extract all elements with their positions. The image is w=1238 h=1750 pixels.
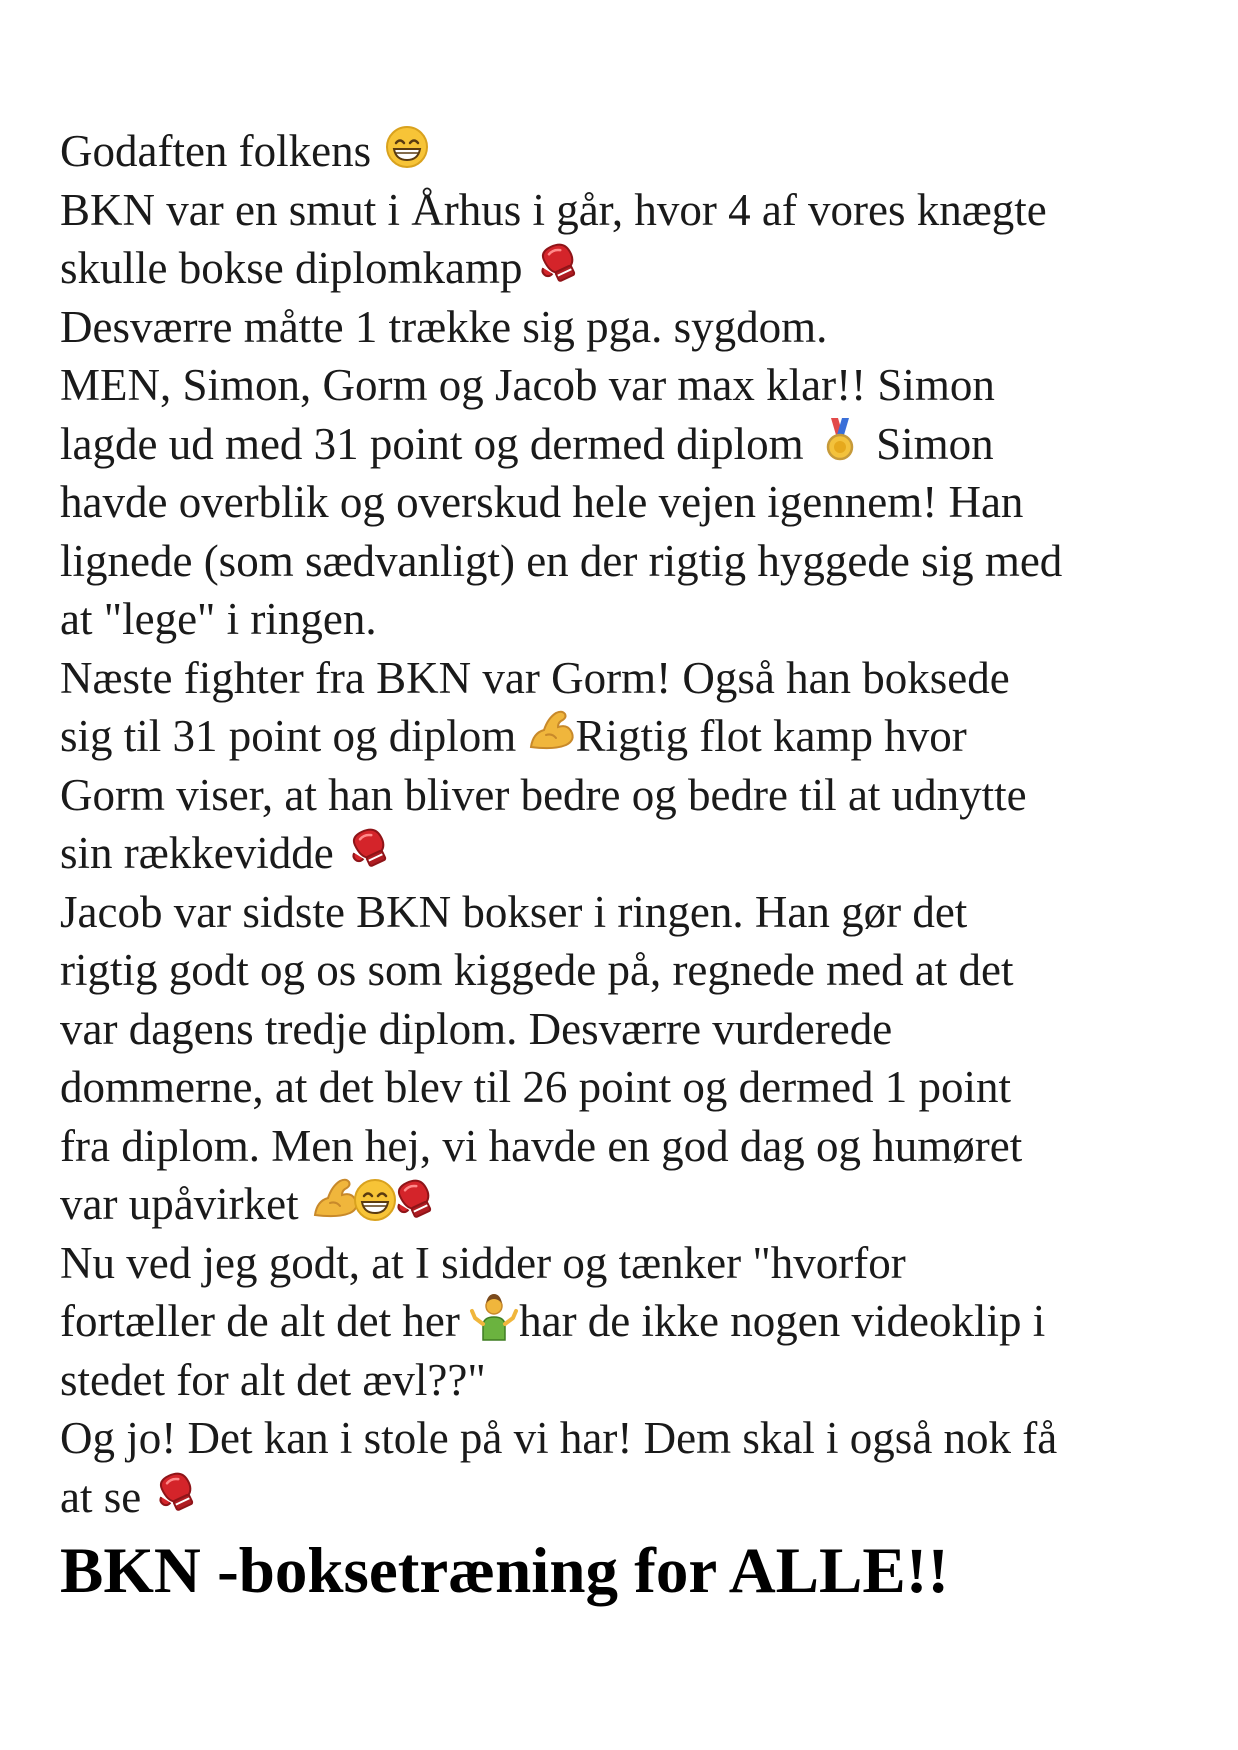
post-text-fragment: har de ikke nogen videoklip i xyxy=(519,1296,1046,1346)
post-line: MEN, Simon, Gorm og Jacob var max klar!! Simon xyxy=(60,360,995,410)
flexed-biceps-icon xyxy=(526,707,576,757)
post-text xyxy=(60,122,1190,1610)
post-text-fragment: Simon xyxy=(876,418,994,469)
boxing-glove-icon xyxy=(152,1468,202,1518)
post-line xyxy=(60,415,1190,474)
post-line: Og jo! Det kan i stole på vi har! Dem skal i også nok få xyxy=(60,1413,1058,1463)
post-line xyxy=(60,1468,1190,1527)
post-line: Jacob var sidste BKN bokser i ringen. Han gør det xyxy=(60,886,968,937)
post-text-fragment: Rigtig flot kamp hvor xyxy=(575,711,967,761)
post-line: stedet for alt det ævl??" xyxy=(60,1354,486,1405)
post-line: Næste fighter fra BKN var Gorm! Også han boksede xyxy=(60,652,1010,703)
post-line: rigtig godt og os som kiggede på, regnede med at det xyxy=(60,945,1014,995)
post-line xyxy=(60,1292,1190,1351)
post-line xyxy=(60,824,1190,883)
person-shrugging-icon xyxy=(469,1292,519,1342)
post-line xyxy=(60,239,1190,298)
post-text-fragment: fortæller de alt det her xyxy=(60,1296,460,1346)
boxing-glove-icon xyxy=(390,1175,440,1225)
post-line: dommerne, at det blev til 26 point og dermed 1 point xyxy=(60,1062,1012,1112)
post-line: at "lege" i ringen. xyxy=(60,594,377,644)
post-line: BKN var en smut i Århus i går, hvor 4 af vores knægte xyxy=(60,184,1047,235)
grinning-face-icon xyxy=(382,122,432,172)
post-line xyxy=(60,707,1190,766)
post-text-fragment: at se xyxy=(60,1471,142,1522)
post-text-fragment: lagde ud med 31 point og dermed diplom xyxy=(60,418,804,469)
post-line: havde overblik og overskud hele vejen igennem! Han xyxy=(60,477,1024,527)
post-line: var dagens tredje diplom. Desværre vurderede xyxy=(60,1003,893,1054)
post-line: Gorm viser, at han bliver bedre og bedre til at udnytte xyxy=(60,769,1027,820)
post-line: fra diplom. Men hej, vi havde en god dag og humøret xyxy=(60,1120,1023,1171)
post-text-fragment: var upåvirket xyxy=(60,1179,299,1229)
tagline-heading: BKN -boksetræning for ALLE!! xyxy=(60,1535,950,1607)
post-text-fragment: skulle bokse diplomkamp xyxy=(60,243,523,293)
post-line: Nu ved jeg godt, at I sidder og tænker "hvorfor xyxy=(60,1237,906,1288)
medal-icon xyxy=(815,415,865,465)
post-line: lignede (som sædvanligt) en der rigtig hyggede sig med xyxy=(60,535,1063,586)
post-text-fragment: sin rækkevidde xyxy=(60,828,334,878)
boxing-glove-icon xyxy=(534,239,584,289)
post-line: Desværre måtte 1 trække sig pga. sygdom. xyxy=(60,301,828,352)
post-text-fragment: sig til 31 point og diplom xyxy=(60,711,517,761)
post-line xyxy=(60,1175,1190,1234)
post-line xyxy=(60,122,1190,181)
greeting-text: Godaften folkens xyxy=(60,126,372,176)
boxing-glove-icon xyxy=(345,824,395,874)
